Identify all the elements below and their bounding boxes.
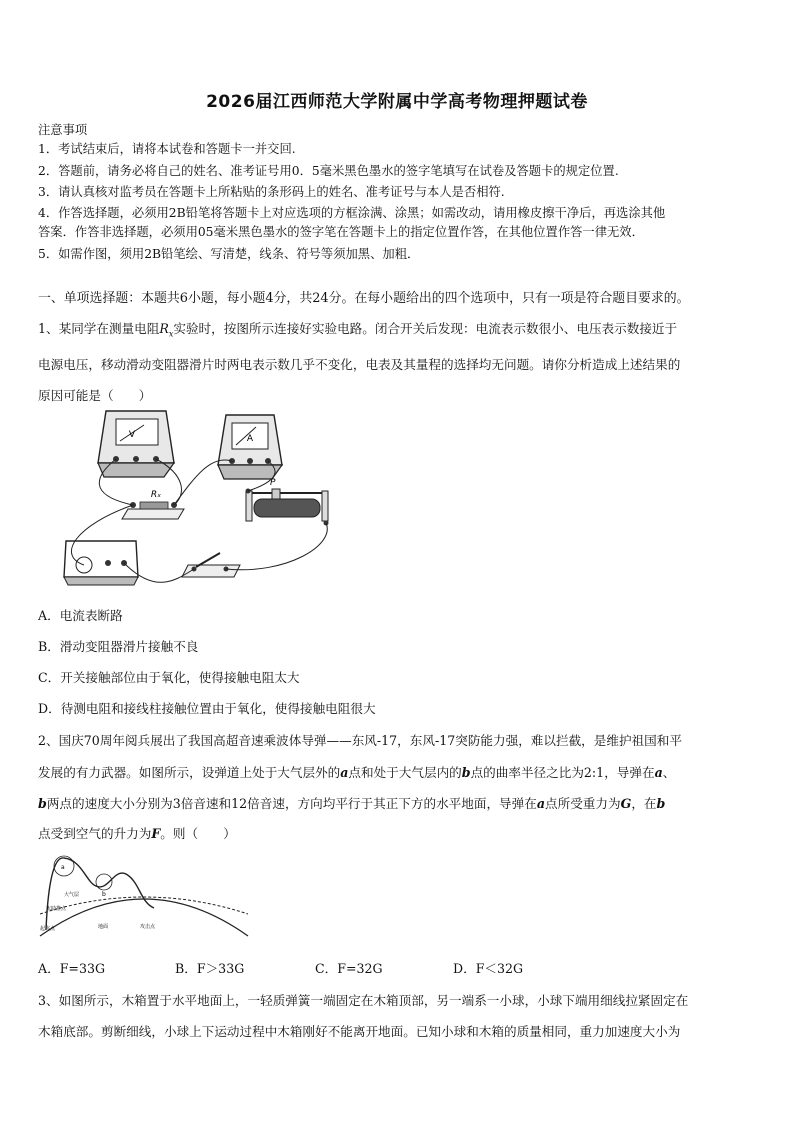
q3-stem-line1: 3、如图所示，木箱置于水平地面上，一轻质弹簧一端固定在木箱顶部，另一端系一小球，小球下端用细线拉紧固定在 [38,993,689,1008]
ammeter [218,415,282,479]
section-heading: 一、单项选择题：本题共6小题，每小题4分，共24分。在每小题给出的四个选项中，只有一项是符合题目要求的。 [38,291,690,306]
q2-stem-line2: 发展的有力武器。如图所示，设弹道上处于大气层外的a点和处于大气层内的b点的曲率半径之比为2:1，导弹在a、 [38,765,676,780]
q1-option-c: C．开关接触部位由于氧化，使得接触电阻太大 [38,670,300,685]
circuit-figure [36,405,371,595]
sliding-rheostat [246,478,329,526]
note-item: 5．如需作图，须用2B铅笔绘、写清楚，线条、符号等须加黑、加粗． [38,247,420,261]
q1-stem-line2: 电源电压，移动滑动变阻器滑片时两电表示数几乎不变化，电表及其量程的选择均无问题。请你分析造成上述结果的 [38,357,681,372]
note-item: 4．作答选择题，必须用2B铅笔将答题卡上对应选项的方框涂满、涂黑；如需改动，请用橡皮擦干净后，再选涂其他 [38,206,666,220]
notes-heading: 注意事项 [38,123,88,137]
end-label: 攻击点 [140,924,156,930]
ground-label: 地面 [98,924,109,930]
q2-stem-line3: b两点的速度大小分别为3倍音速和12倍音速，方向均平行于其正下方的水平地面，导弹在a点所受重力为G，在b [38,796,666,811]
page-title: 2026届江西师范大学附属中学高考物理押题试卷 [206,92,588,112]
q1-option-a: A．电流表断路 [38,608,123,623]
voltmeter [98,411,174,477]
q1-stem-line1: 1、某同学在测量电阻$R_x$实验时，按图所示连接好实验电路。闭合开关后发现：电流表示数很小、电压表示数接近于 [38,321,678,339]
q3-stem-line2: 木箱底部。剪断细线，小球上下运动过程中木箱刚好不能离开地面。已知小球和木箱的质量相同，重力加速度大小为 [38,1024,681,1039]
q2-option-d: D．F＜32G [453,961,524,976]
point-b-label: b [102,891,106,898]
start-label: 起飞点 [40,926,56,932]
q1-stem-line3: 原因可能是（ ） [38,388,152,403]
vertex-label: 末助推点 [46,906,67,912]
note-item: 3．请认真核对监考员在答题卡上所粘贴的条形码上的姓名、准考证号与本人是否相符. [38,185,505,199]
q2-stem-line4: 点受到空气的升力为F。则（ ） [38,826,236,841]
ammeter-label: A [246,434,254,444]
q2-stem-line1: 2、国庆70周年阅兵展出了我国高超音速乘波体导弹——东风-17，东风-17突防能力强，难以拦截，是维护祖国和平 [38,733,682,748]
missile-trajectory-figure [36,852,251,940]
rx-symbol: R [159,321,169,336]
voltmeter-label: V [128,430,136,440]
point-a-label: a [61,864,65,871]
q2-option-c: C．F=32G [315,961,383,976]
atmosphere-label: 大气层 [64,892,80,898]
q1-option-d: D．待测电阻和接线柱接触位置由于氧化，使得接触电阻很大 [38,701,376,716]
resistor-label: Rₓ [150,490,162,500]
q2-option-a: A．F=33G [38,961,106,976]
slider-label: P [270,478,276,488]
note-item: 1．考试结束后，请将本试卷和答题卡一并交回. [38,142,296,156]
switch [182,553,240,577]
note-item: 2．答题前，请务必将自己的姓名、准考证号用0．5毫米黑色墨水的签字笔填写在试卷及答题卡的规定位置. [38,164,619,178]
note-item: 答案．作答非选择题，必须用05毫米黑色墨水的签字笔在答题卡上的指定位置作答，在其他位置作答一律无效． [38,225,644,239]
q2-option-b: B．F＞33G [175,961,245,976]
power-supply [64,541,138,585]
q1-option-b: B．滑动变阻器滑片接触不良 [38,639,199,654]
